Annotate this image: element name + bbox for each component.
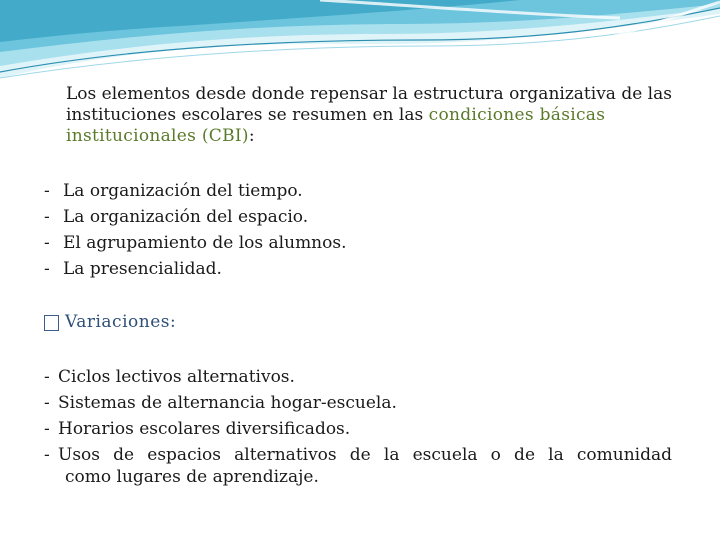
list-item-text: La presencialidad.	[63, 259, 222, 279]
list-item	[44, 416, 672, 442]
list-item-text: Usos de espacios alternativos de la escuela o de la comunidad	[58, 445, 672, 465]
list-item-text: Horarios escolares diversificados.	[58, 419, 351, 439]
list-dash: -	[44, 259, 50, 279]
basic-conditions-list	[44, 178, 684, 282]
list-dash: -	[44, 367, 50, 387]
list-item	[44, 390, 672, 416]
intro-accent-term: condiciones básicas institucionales (CBI)	[66, 105, 606, 146]
list-dash: -	[44, 181, 50, 201]
variations-heading-label: Variaciones:	[65, 312, 177, 332]
list-dash: -	[44, 393, 50, 413]
intro-paragraph	[66, 84, 686, 147]
list-item	[44, 364, 672, 390]
list-item-text: La organización del espacio.	[63, 207, 309, 227]
list-item	[44, 230, 684, 256]
list-item-text: La organización del tiempo.	[63, 181, 303, 201]
list-item	[44, 178, 684, 204]
variations-heading	[44, 312, 176, 332]
list-item	[44, 204, 684, 230]
list-item-text: El agrupamiento de los alumnos.	[63, 233, 347, 253]
list-dash: -	[44, 207, 50, 227]
intro-text: Los elementos desde donde repensar la estructura organizativa de las instituciones escolares se resumen en las	[66, 84, 672, 125]
list-dash: -	[44, 445, 50, 465]
square-bullet-icon	[44, 315, 59, 331]
list-item	[44, 256, 684, 282]
variations-list	[44, 364, 672, 490]
list-item-text: Ciclos lectivos alternativos.	[58, 367, 295, 387]
list-dash: -	[44, 419, 50, 439]
intro-end: :	[248, 126, 255, 146]
list-item-continuation: como lugares de aprendizaje.	[65, 467, 319, 487]
list-item-text: Sistemas de alternancia hogar-escuela.	[58, 393, 397, 413]
list-dash: -	[44, 233, 50, 253]
